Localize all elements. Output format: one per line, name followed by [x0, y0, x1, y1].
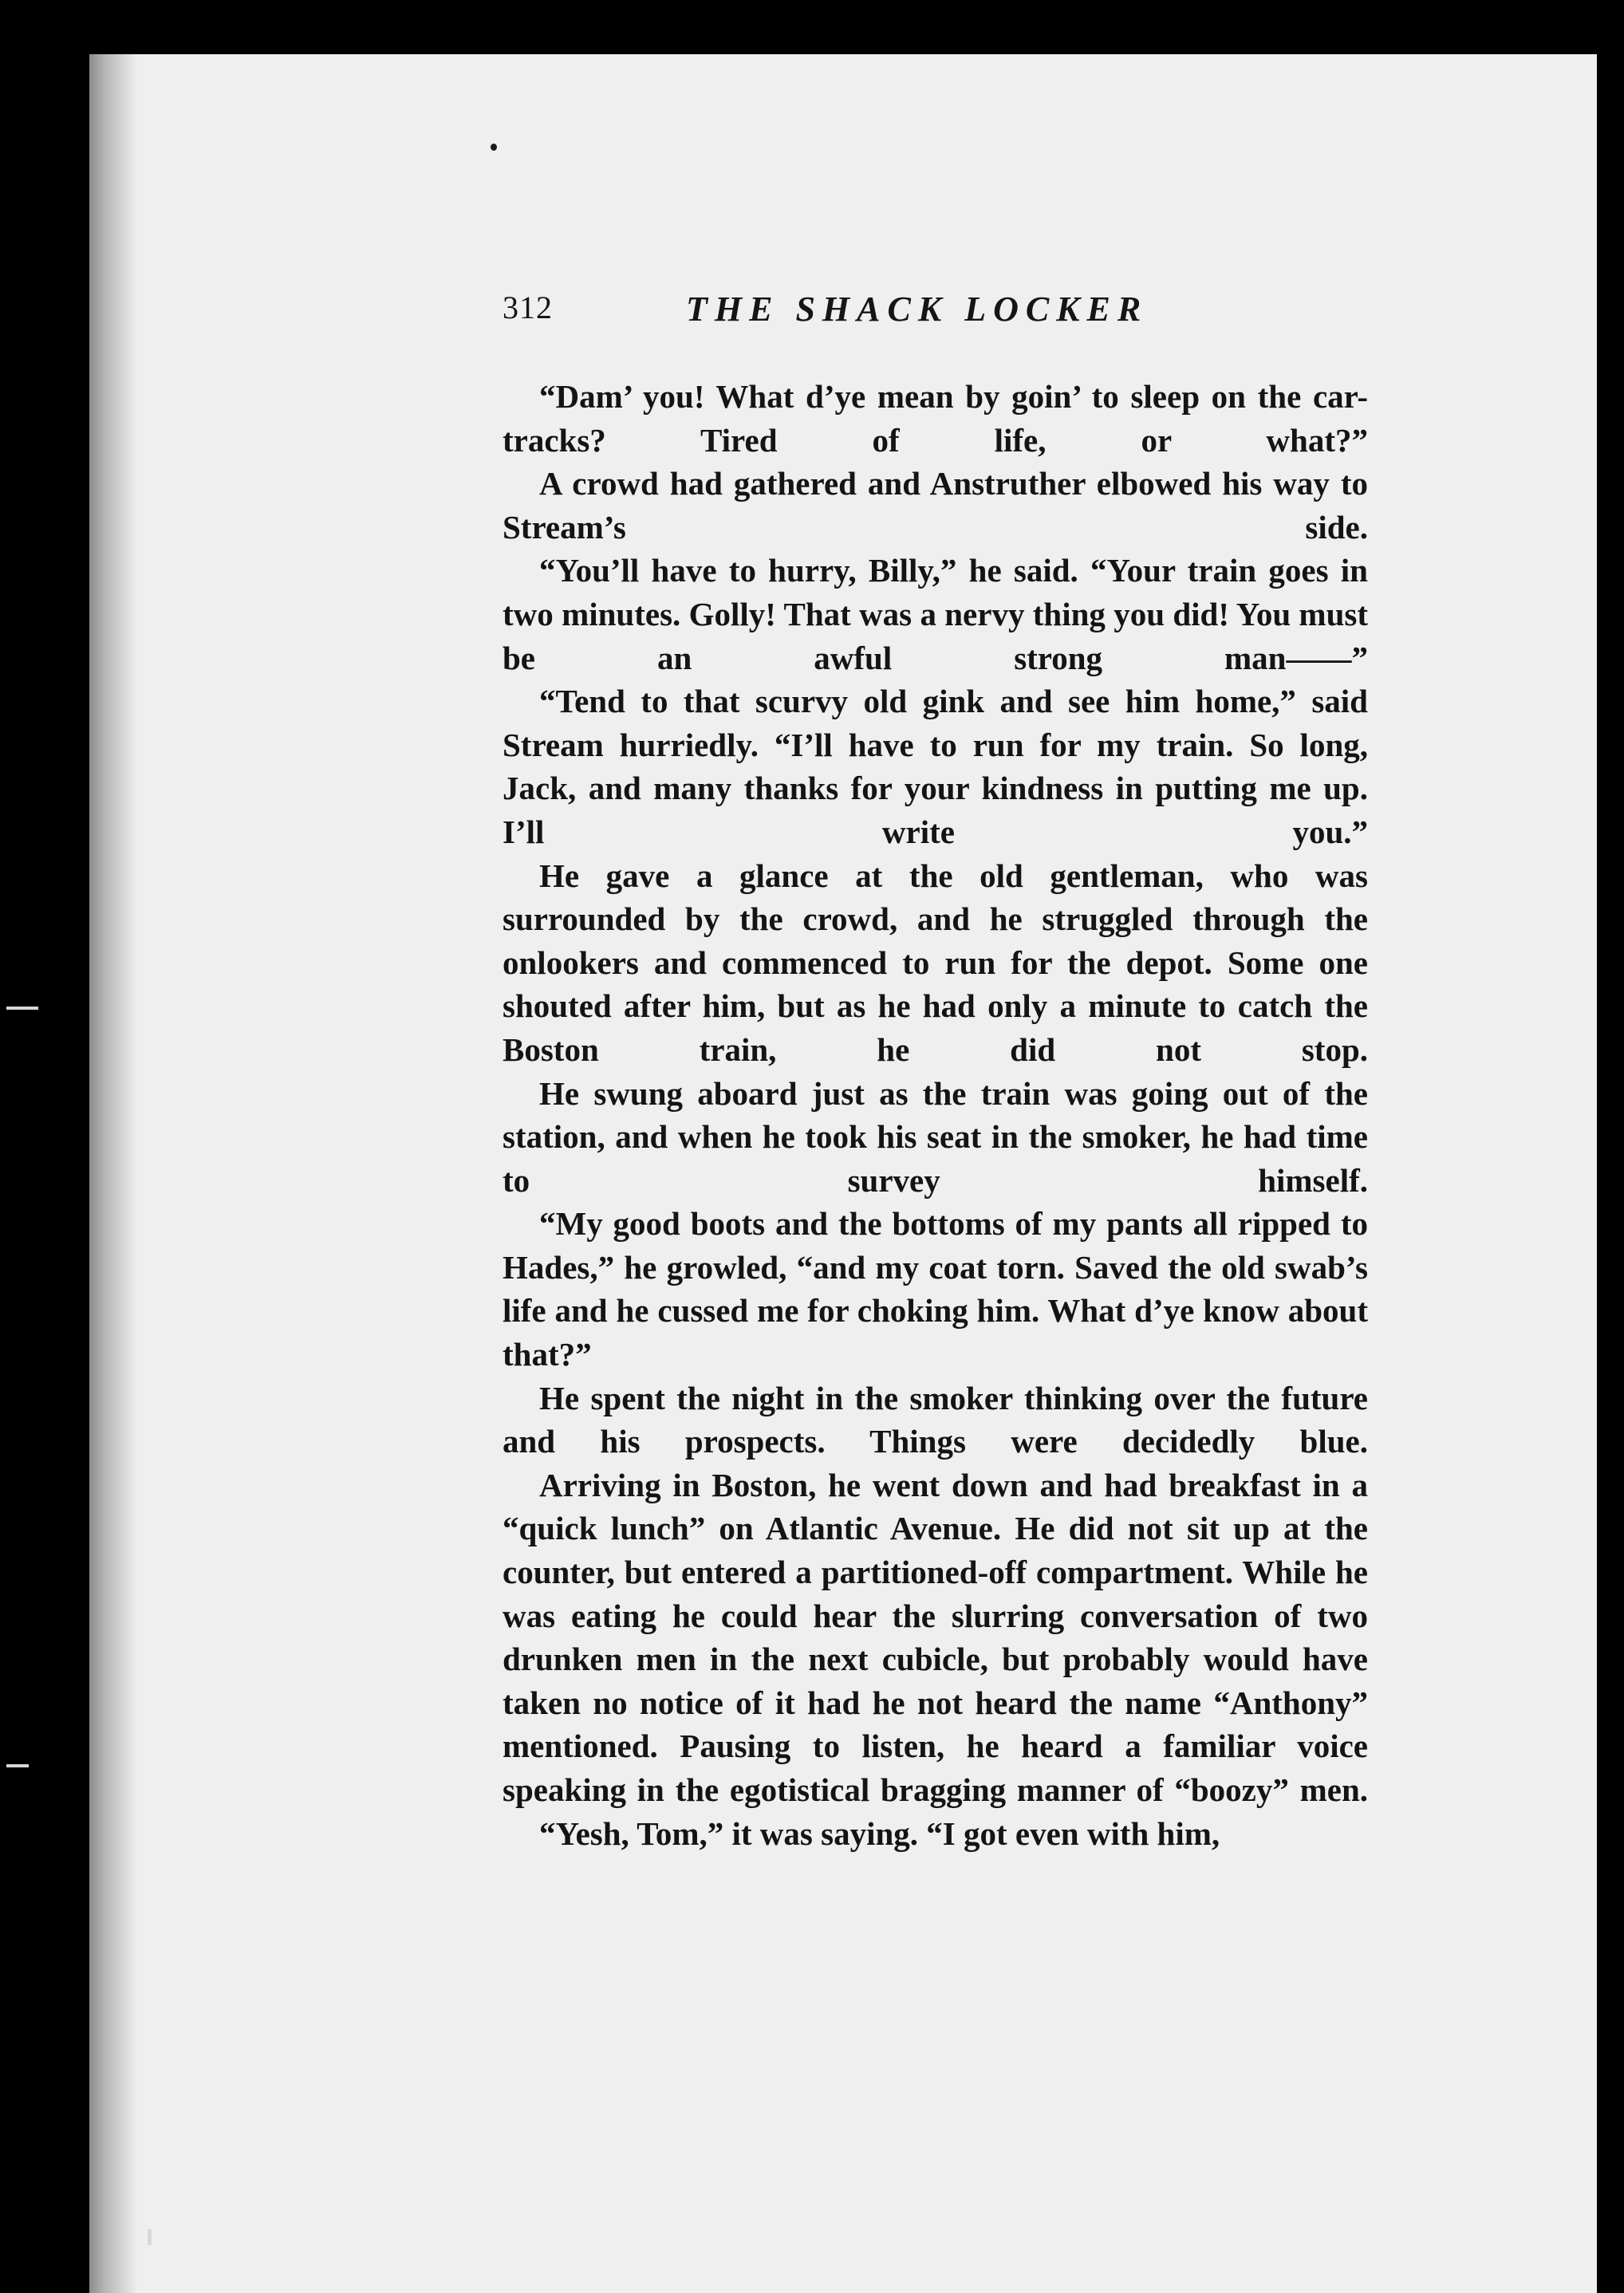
- ink-speck: [491, 144, 497, 151]
- page-number: 312: [503, 290, 553, 325]
- running-header: [503, 289, 1364, 337]
- page-gutter-shadow: [89, 54, 137, 2293]
- scan-edge-mark: [6, 1764, 29, 1767]
- paragraph: “My good boots and the bottoms of my pants all ripped to Hades,” he growled, “and my coat torn. Saved the old swab’s life and he cussed me for choking him. What d’ye know about that?”: [503, 1205, 1368, 1373]
- paragraph: He spent the night in the smoker thinking over the future and his prospects. Things were decidedly blue.: [503, 1379, 1368, 1460]
- paragraph: “Tend to that scurvy old gink and see him home,” said Stream hurriedly. “I’ll have to run for my train. So long, Jack, and many thanks for your kindness in putting me up. I’ll write you.”: [503, 683, 1368, 850]
- paragraph: He swung aboard just as the train was going out of the station, and when he took his seat in the smoker, he had time to survey himself.: [503, 1074, 1368, 1199]
- paragraph: “Yesh, Tom,” it was saying. “I got even with him,: [539, 1814, 1220, 1852]
- scan-edge-mark: [148, 2229, 152, 2245]
- running-title: THE SHACK LOCKER: [686, 290, 1149, 329]
- paragraph: He gave a glance at the old gentleman, who was surrounded by the crowd, and he struggled through the onlookers and commenced to run for the depot. Some one shouted after him, but as he had only a minute to catch the Boston train, he did not stop.: [503, 857, 1368, 1068]
- paragraph: A crowd had gathered and Anstruther elbowed his way to Stream’s side.: [503, 465, 1368, 546]
- paragraph: “Dam’ you! What d’ye mean by goin’ to sleep on the car-tracks? Tired of life, or what?”: [503, 378, 1368, 459]
- paragraph: “You’ll have to hurry, Billy,” he said. “Your train goes in two minutes. Golly! That was a nervy thing you did! You must be an awful strong man——”: [503, 552, 1368, 676]
- body-text: [503, 375, 1368, 1855]
- paragraph: Arriving in Boston, he went down and had breakfast in a “quick lunch” on Atlantic Avenue. He did not sit up at the counter, but entered a partitioned-off compartment. While he was eating he could hear the slurring conversation of two drunken men in the next cubicle, but probably would have taken no notice of it had he not heard the name “Anthony” mentioned. Pausing to listen, he heard a familiar voice speaking in the egotistical bragging manner of “boozy” men.: [503, 1466, 1368, 1808]
- scan-edge-mark: [6, 1007, 38, 1010]
